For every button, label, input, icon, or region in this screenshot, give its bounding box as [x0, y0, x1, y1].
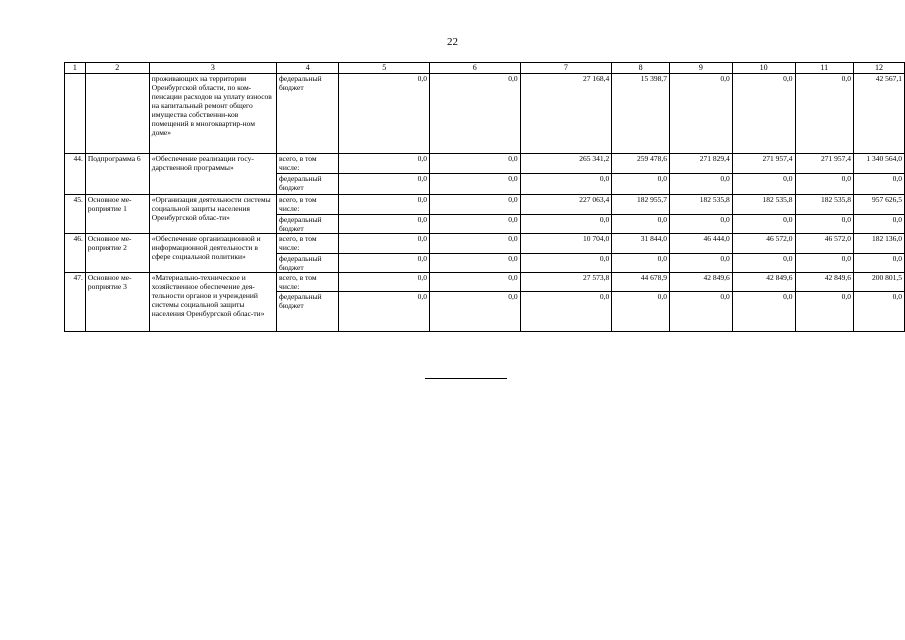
- value-cell: 0,0: [669, 292, 732, 332]
- funding-source: федеральный бюджет: [277, 254, 339, 273]
- value-cell: 0,0: [612, 292, 670, 332]
- value-cell: 0,0: [795, 174, 854, 195]
- value-cell: 0,0: [430, 254, 521, 273]
- value-cell: 0,0: [612, 254, 670, 273]
- value-cell: 265 341,2: [520, 154, 612, 174]
- table-row: [65, 195, 905, 215]
- row-type: [85, 74, 149, 154]
- column-header: 10: [732, 63, 795, 74]
- row-name: «Обеспечение реализации госу-дарственной программы»: [149, 154, 276, 195]
- table-row: [65, 74, 905, 154]
- value-cell: 0,0: [732, 254, 795, 273]
- row-type: Подпрограмма 6: [85, 154, 149, 195]
- value-cell: 0,0: [612, 174, 670, 195]
- row-number: 45.: [65, 195, 86, 234]
- column-header: 2: [85, 63, 149, 74]
- value-cell: 0,0: [612, 215, 670, 234]
- funding-source: всего, в том числе:: [277, 195, 339, 215]
- column-header: 8: [612, 63, 670, 74]
- value-cell: 0,0: [520, 254, 612, 273]
- value-cell: 0,0: [669, 215, 732, 234]
- value-cell: 227 063,4: [520, 195, 612, 215]
- value-cell: 0,0: [732, 74, 795, 154]
- row-name: «Материально-техническое и хозяйственное обеспечение дея-тельности органов и учреждений системы социальной защиты населения Оренбургской облас-ти»: [149, 273, 276, 332]
- value-cell: 0,0: [795, 292, 854, 332]
- table-row: [65, 234, 905, 254]
- value-cell: 46 572,0: [732, 234, 795, 254]
- value-cell: 0,0: [732, 174, 795, 195]
- value-cell: 0,0: [430, 195, 521, 215]
- value-cell: 0,0: [339, 215, 430, 234]
- value-cell: 0,0: [430, 273, 521, 292]
- value-cell: 46 444,0: [669, 234, 732, 254]
- budget-table: [64, 62, 905, 332]
- value-cell: 0,0: [430, 74, 521, 154]
- value-cell: 182 535,8: [795, 195, 854, 215]
- funding-source: федеральный бюджет: [277, 74, 339, 154]
- value-cell: 0,0: [339, 174, 430, 195]
- value-cell: 957 626,5: [854, 195, 905, 215]
- row-number: 46.: [65, 234, 86, 273]
- value-cell: 0,0: [339, 234, 430, 254]
- value-cell: 0,0: [339, 74, 430, 154]
- column-header: 11: [795, 63, 854, 74]
- value-cell: 200 801,5: [854, 273, 905, 292]
- value-cell: 0,0: [669, 74, 732, 154]
- funding-source: федеральный бюджет: [277, 292, 339, 332]
- value-cell: 0,0: [339, 292, 430, 332]
- value-cell: 182 955,7: [612, 195, 670, 215]
- value-cell: 42 849,6: [732, 273, 795, 292]
- row-number: [65, 74, 86, 154]
- value-cell: 42 849,6: [669, 273, 732, 292]
- row-name: «Обеспечение организационной и информационной деятельности в сфере социальной политики»: [149, 234, 276, 273]
- value-cell: 0,0: [669, 254, 732, 273]
- value-cell: 0,0: [854, 174, 905, 195]
- value-cell: 271 957,4: [732, 154, 795, 174]
- value-cell: 0,0: [430, 174, 521, 195]
- row-type: Основное ме-роприятие 2: [85, 234, 149, 273]
- value-cell: 0,0: [520, 215, 612, 234]
- value-cell: 1 340 564,0: [854, 154, 905, 174]
- table-row: [65, 273, 905, 292]
- value-cell: 31 844,0: [612, 234, 670, 254]
- value-cell: 0,0: [854, 292, 905, 332]
- column-header: 5: [339, 63, 430, 74]
- row-number: 44.: [65, 154, 86, 195]
- column-header: 4: [277, 63, 339, 74]
- row-number: 47.: [65, 273, 86, 332]
- value-cell: 0,0: [520, 292, 612, 332]
- footer-rule: [425, 378, 507, 379]
- value-cell: 42 567,1: [854, 74, 905, 154]
- value-cell: 0,0: [520, 174, 612, 195]
- value-cell: 0,0: [430, 154, 521, 174]
- value-cell: 10 704,0: [520, 234, 612, 254]
- value-cell: 0,0: [854, 254, 905, 273]
- value-cell: 0,0: [795, 254, 854, 273]
- value-cell: 271 957,4: [795, 154, 854, 174]
- column-header: 3: [149, 63, 276, 74]
- value-cell: 27 168,4: [520, 74, 612, 154]
- column-header: 9: [669, 63, 732, 74]
- funding-source: всего, в том числе:: [277, 154, 339, 174]
- page-number: 22: [447, 36, 458, 48]
- value-cell: 0,0: [732, 292, 795, 332]
- row-name: проживающих на территории Оренбургской области, по ком-пенсации расходов на уплату взносов на капитальный ремонт общего имущества собственни-ков помещений в многоквартир-ном доме»: [149, 74, 276, 154]
- value-cell: 271 829,4: [669, 154, 732, 174]
- value-cell: 44 678,9: [612, 273, 670, 292]
- value-cell: 0,0: [339, 273, 430, 292]
- value-cell: 0,0: [430, 215, 521, 234]
- value-cell: 182 535,8: [669, 195, 732, 215]
- value-cell: 182 535,8: [732, 195, 795, 215]
- value-cell: 42 849,6: [795, 273, 854, 292]
- row-type: Основное ме-роприятие 3: [85, 273, 149, 332]
- value-cell: 0,0: [795, 215, 854, 234]
- funding-source: федеральный бюджет: [277, 215, 339, 234]
- value-cell: 0,0: [795, 74, 854, 154]
- value-cell: 0,0: [430, 292, 521, 332]
- value-cell: 0,0: [669, 174, 732, 195]
- funding-source: всего, в том числе:: [277, 273, 339, 292]
- value-cell: 0,0: [339, 254, 430, 273]
- column-header: 1: [65, 63, 86, 74]
- value-cell: 0,0: [430, 234, 521, 254]
- table-row: [65, 154, 905, 174]
- value-cell: 0,0: [339, 195, 430, 215]
- value-cell: 15 398,7: [612, 74, 670, 154]
- value-cell: 0,0: [732, 215, 795, 234]
- funding-source: федеральный бюджет: [277, 174, 339, 195]
- row-name: «Организация деятельности системы социальной защиты населения Оренбургской облас-ти»: [149, 195, 276, 234]
- column-header: 12: [854, 63, 905, 74]
- value-cell: 0,0: [339, 154, 430, 174]
- value-cell: 259 478,6: [612, 154, 670, 174]
- value-cell: 182 136,0: [854, 234, 905, 254]
- row-type: Основное ме-роприятие 1: [85, 195, 149, 234]
- header-row: [65, 63, 905, 74]
- value-cell: 0,0: [854, 215, 905, 234]
- value-cell: 27 573,8: [520, 273, 612, 292]
- column-header: 6: [430, 63, 521, 74]
- funding-source: всего, в том числе:: [277, 234, 339, 254]
- column-header: 7: [520, 63, 612, 74]
- value-cell: 46 572,0: [795, 234, 854, 254]
